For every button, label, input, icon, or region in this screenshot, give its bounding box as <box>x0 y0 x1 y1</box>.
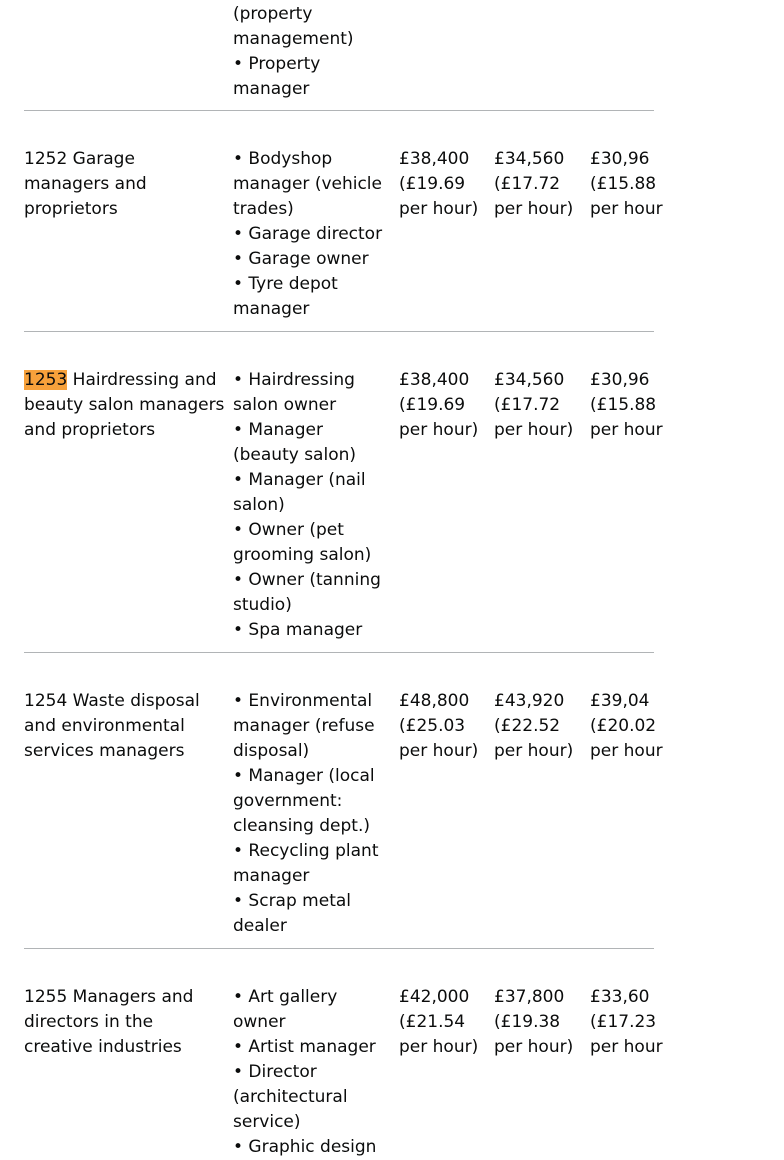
occupation-name: directors in the <box>24 1012 154 1032</box>
occupation-cell <box>24 689 224 764</box>
row-divider <box>24 110 654 111</box>
job-title-line: service) <box>233 1112 301 1132</box>
salary-cell <box>494 985 573 1060</box>
job-title-line: • Manager (local <box>233 766 375 786</box>
row-divider <box>24 948 654 949</box>
salary-annual: £38,400 <box>399 149 470 169</box>
job-title-line: • Bodyshop <box>233 149 333 169</box>
occupation-name: Waste disposal <box>67 691 200 711</box>
job-title-line: salon) <box>233 495 285 515</box>
job-title-line: • Director <box>233 1062 317 1082</box>
job-title-line: owner <box>233 1012 286 1032</box>
job-title-line: studio) <box>233 595 292 615</box>
salary-cell <box>494 147 573 222</box>
salary-hourly-unit: per hour) <box>399 420 479 440</box>
job-title-line: manager (vehicle <box>233 174 382 194</box>
job-title-line: • Manager <box>233 420 323 440</box>
occupation-name: proprietors <box>24 199 118 219</box>
occupation-cell <box>24 985 224 1060</box>
salary-hourly: (£21.54 <box>399 1012 466 1032</box>
salary-hourly-unit: per hour <box>590 1037 663 1057</box>
job-title-line: • Artist manager <box>233 1037 376 1057</box>
salary-annual: £37,800 <box>494 987 565 1007</box>
salary-annual: £34,560 <box>494 149 565 169</box>
job-title-line: • Manager (nail <box>233 470 366 490</box>
occupation-code-highlighted: 1253 <box>24 370 68 390</box>
job-title-line: • Art gallery <box>233 987 338 1007</box>
job-title-line: cleansing dept.) <box>233 816 371 836</box>
job-title-line: • Garage director <box>233 224 383 244</box>
row-divider <box>24 331 654 332</box>
job-title-line: • Property <box>233 54 321 74</box>
occupation-cell <box>24 368 224 443</box>
occupation-name: Garage <box>67 149 135 169</box>
job-title-line: • Hairdressing <box>233 370 355 390</box>
salary-annual: £39,04 <box>590 691 650 711</box>
salary-cell <box>494 689 573 764</box>
job-titles-cell <box>233 985 393 1160</box>
job-title-line: • Environmental <box>233 691 373 711</box>
salary-hourly: (£17.72 <box>494 174 561 194</box>
occupation-name: beauty salon managers <box>24 395 225 415</box>
job-title-line: • Recycling plant <box>233 841 379 861</box>
job-title-line: (property <box>233 4 313 24</box>
salary-cell <box>590 147 663 222</box>
job-title-line: manager (refuse <box>233 716 375 736</box>
salary-hourly-unit: per hour) <box>399 199 479 219</box>
salary-annual: £30,96 <box>590 370 650 390</box>
occupation-cell <box>24 147 224 222</box>
salary-hourly-unit: per hour) <box>494 741 574 761</box>
salary-hourly: (£19.69 <box>399 395 466 415</box>
job-title-line: • Spa manager <box>233 620 363 640</box>
salary-cell <box>494 368 573 443</box>
job-title-line: grooming salon) <box>233 545 372 565</box>
salary-cell <box>399 689 478 764</box>
salary-cell <box>590 689 663 764</box>
salary-annual: £30,96 <box>590 149 650 169</box>
job-titles-cell <box>233 2 393 102</box>
job-title-line: manager <box>233 79 310 99</box>
salary-hourly-unit: per hour) <box>494 1037 574 1057</box>
salary-cell <box>399 147 478 222</box>
salary-cell <box>399 368 478 443</box>
salary-annual: £34,560 <box>494 370 565 390</box>
occupation-name: Hairdressing and <box>67 370 217 390</box>
job-title-line: manager <box>233 866 310 886</box>
job-titles-cell <box>233 689 393 939</box>
job-titles-cell <box>233 147 393 322</box>
salary-cell <box>590 368 663 443</box>
occupation-name: managers and <box>24 174 147 194</box>
job-titles-cell <box>233 368 393 643</box>
salary-hourly: (£17.23 <box>590 1012 657 1032</box>
salary-hourly: (£20.02 <box>590 716 657 736</box>
job-title-line: • Scrap metal <box>233 891 351 911</box>
salary-annual: £48,800 <box>399 691 470 711</box>
salary-annual: £43,920 <box>494 691 565 711</box>
salary-hourly-unit: per hour) <box>399 741 479 761</box>
salary-annual: £42,000 <box>399 987 470 1007</box>
job-title-line: manager <box>233 299 310 319</box>
salary-hourly-unit: per hour <box>590 741 663 761</box>
job-title-line: government: <box>233 791 343 811</box>
salary-hourly: (£15.88 <box>590 174 657 194</box>
occupation-name: Managers and <box>67 987 194 1007</box>
salary-hourly: (£17.72 <box>494 395 561 415</box>
occupation-code: 1255 <box>24 987 68 1007</box>
occupation-name: and proprietors <box>24 420 156 440</box>
occupation-name: services managers <box>24 741 185 761</box>
job-title-line: disposal) <box>233 741 310 761</box>
salary-cell <box>590 985 663 1060</box>
salary-hourly: (£15.88 <box>590 395 657 415</box>
salary-hourly-unit: per hour <box>590 199 663 219</box>
job-title-line: management) <box>233 29 354 49</box>
occupation-code: 1252 <box>24 149 68 169</box>
job-title-line: trades) <box>233 199 294 219</box>
occupation-code: 1254 <box>24 691 68 711</box>
job-title-line: • Owner (pet <box>233 520 344 540</box>
job-title-line: salon owner <box>233 395 337 415</box>
salary-hourly: (£25.03 <box>399 716 466 736</box>
salary-hourly: (£19.69 <box>399 174 466 194</box>
job-title-line: (architectural <box>233 1087 348 1107</box>
salary-hourly-unit: per hour <box>590 420 663 440</box>
salary-hourly-unit: per hour) <box>399 1037 479 1057</box>
salary-hourly-unit: per hour) <box>494 199 574 219</box>
job-title-line: • Graphic design <box>233 1137 377 1157</box>
salary-cell <box>399 985 478 1060</box>
job-title-line: (beauty salon) <box>233 445 357 465</box>
salary-annual: £33,60 <box>590 987 650 1007</box>
salary-annual: £38,400 <box>399 370 470 390</box>
job-title-line: • Garage owner <box>233 249 369 269</box>
salary-table <box>24 0 663 1158</box>
salary-hourly-unit: per hour) <box>494 420 574 440</box>
row-divider <box>24 652 654 653</box>
occupation-name: creative industries <box>24 1037 182 1057</box>
job-title-line: • Tyre depot <box>233 274 338 294</box>
salary-hourly: (£19.38 <box>494 1012 561 1032</box>
salary-hourly: (£22.52 <box>494 716 561 736</box>
job-title-line: • Owner (tanning <box>233 570 381 590</box>
job-title-line: dealer <box>233 916 287 936</box>
occupation-name: and environmental <box>24 716 185 736</box>
